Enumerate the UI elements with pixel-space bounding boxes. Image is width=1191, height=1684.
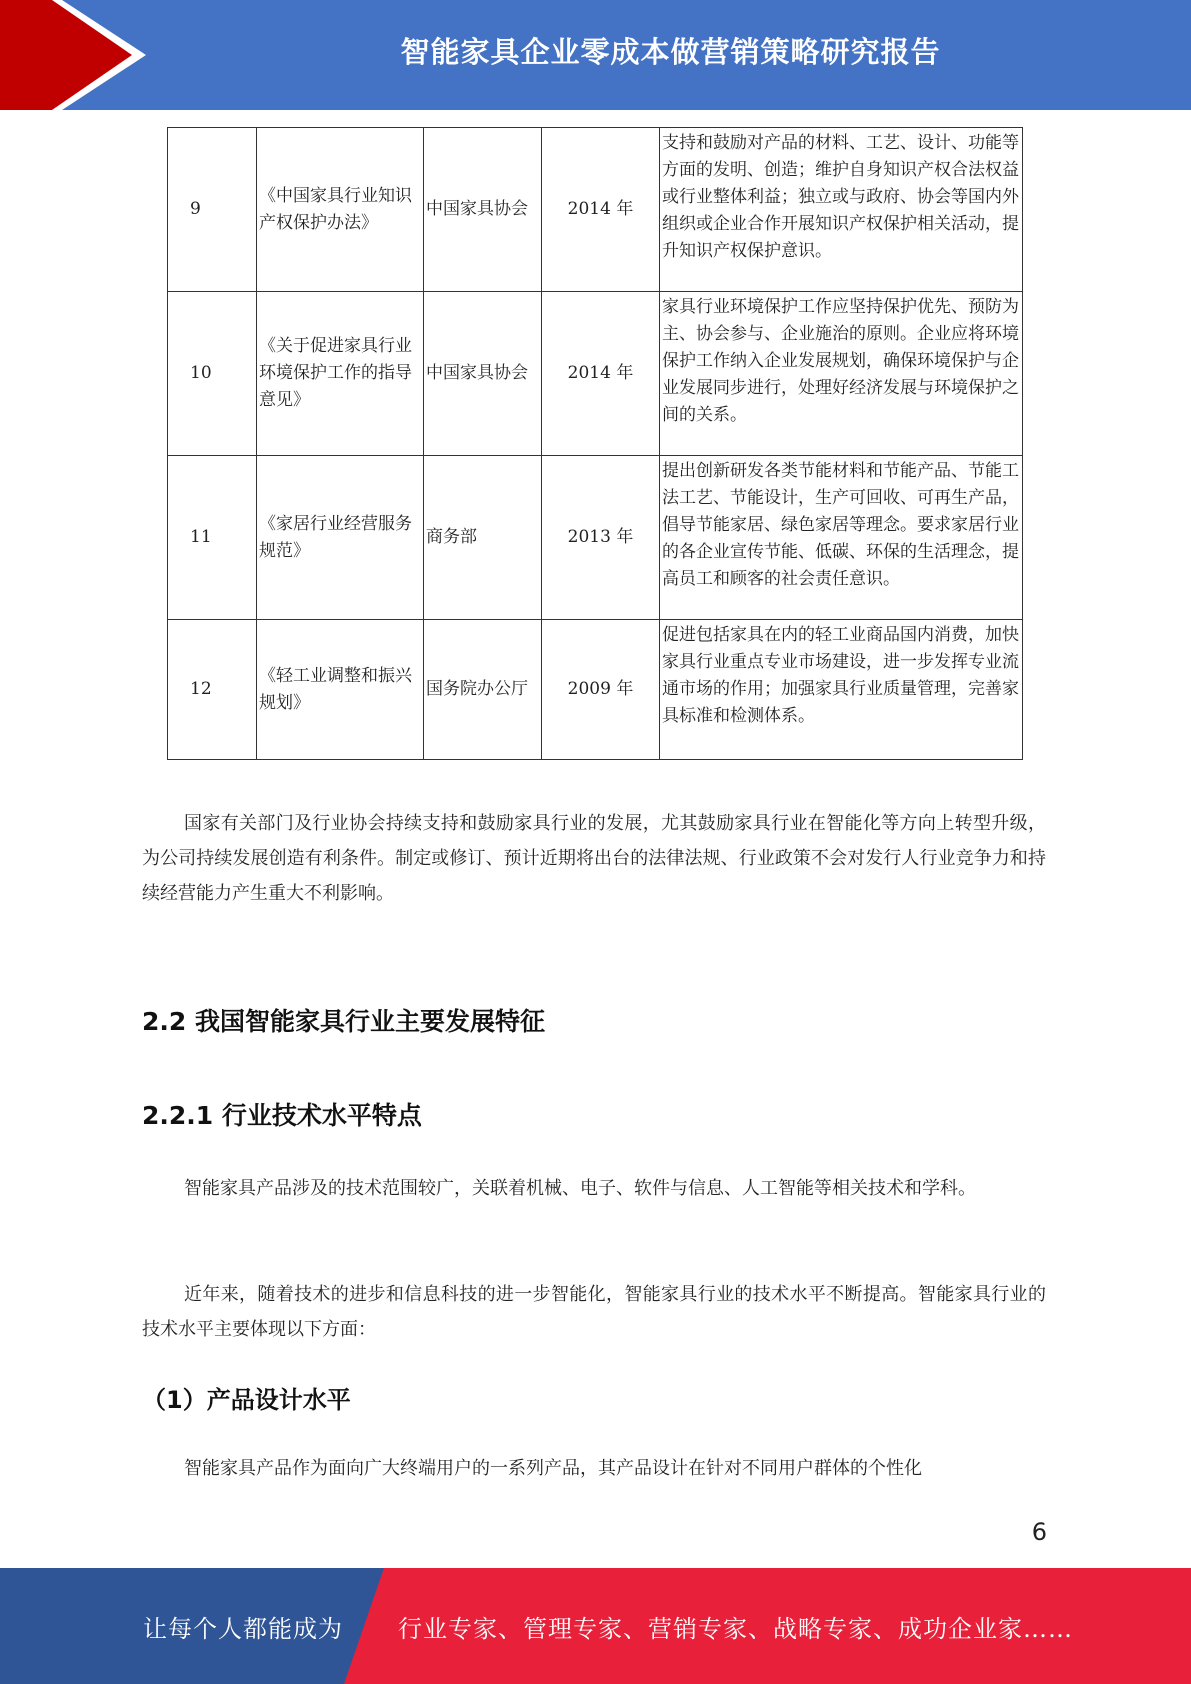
policy-year: 2009 年 bbox=[542, 620, 660, 760]
table-row bbox=[168, 620, 1023, 760]
section-heading: 2.2 我国智能家具行业主要发展特征 bbox=[142, 1007, 545, 1036]
body-paragraph: 国家有关部门及行业协会持续支持和鼓励家具行业的发展，尤其鼓励家具行业在智能化等方向上转型升级，为公司持续发展创造有利条件。制定或修订、预计近期将出台的法律法规、行业政策不会对发行人行业竞争力和持续经营能力产生重大不利影响。 bbox=[142, 813, 1046, 904]
policy-content: 支持和鼓励对产品的材料、工艺、设计、功能等方面的发明、创造；维护自身知识产权合法权益或行业整体利益；独立或与政府、协会等国内外组织或企业合作开展知识产权保护相关活动，提升知识产权保护意识。 bbox=[660, 128, 1023, 292]
policy-name: 《中国家具行业知识产权保护办法》 bbox=[257, 128, 424, 292]
policy-issuer: 中国家具协会 bbox=[424, 292, 542, 456]
footer-slogan-left: 让每个人都能成为 bbox=[143, 1614, 343, 1643]
policy-issuer: 国务院办公厅 bbox=[424, 620, 542, 760]
header-arrow-decoration bbox=[0, 0, 160, 110]
policy-name: 《家居行业经营服务规范》 bbox=[257, 456, 424, 620]
subheading-product-design: （1）产品设计水平 bbox=[142, 1386, 351, 1414]
table-row bbox=[168, 128, 1023, 292]
page-footer bbox=[0, 1568, 1191, 1684]
table-row bbox=[168, 456, 1023, 620]
row-number: 12 bbox=[168, 620, 257, 760]
table-row bbox=[168, 292, 1023, 456]
policy-content: 提出创新研发各类节能材料和节能产品、节能工法工艺、节能设计，生产可回收、可再生产品，倡导节能家居、绿色家居等理念。要求家居行业的各企业宣传节能、低碳、环保的生活理念，提高员工和顾客的社会责任意识。 bbox=[660, 456, 1023, 620]
policy-name: 《关于促进家具行业环境保护工作的指导意见》 bbox=[257, 292, 424, 456]
subsection-heading: 2.2.1 行业技术水平特点 bbox=[142, 1101, 422, 1130]
policy-year: 2014 年 bbox=[542, 292, 660, 456]
body-paragraph: 近年来，随着技术的进步和信息科技的进一步智能化，智能家具行业的技术水平不断提高。智能家具行业的技术水平主要体现以下方面： bbox=[142, 1284, 1046, 1340]
body-paragraph: 智能家具产品作为面向广大终端用户的一系列产品，其产品设计在针对不同用户群体的个性化 bbox=[184, 1458, 922, 1479]
body-paragraph: 智能家具产品涉及的技术范围较广，关联着机械、电子、软件与信息、人工智能等相关技术和学科。 bbox=[184, 1178, 976, 1199]
policy-issuer: 中国家具协会 bbox=[424, 128, 542, 292]
policy-issuer: 商务部 bbox=[424, 456, 542, 620]
page-header bbox=[0, 0, 1191, 110]
document-title: 智能家具企业零成本做营销策略研究报告 bbox=[400, 34, 941, 69]
policy-content: 家具行业环境保护工作应坚持保护优先、预防为主、协会参与、企业施治的原则。企业应将环境保护工作纳入企业发展规划，确保环境保护与企业发展同步进行，处理好经济发展与环境保护之间的关系。 bbox=[660, 292, 1023, 456]
policy-table bbox=[167, 127, 1023, 760]
policy-content: 促进包括家具在内的轻工业商品国内消费，加快家具行业重点专业市场建设，进一步发挥专业流通市场的作用；加强家具行业质量管理，完善家具标准和检测体系。 bbox=[660, 620, 1023, 760]
policy-name: 《轻工业调整和振兴规划》 bbox=[257, 620, 424, 760]
policy-year: 2014 年 bbox=[542, 128, 660, 292]
policy-year: 2013 年 bbox=[542, 456, 660, 620]
footer-slogan-right: 行业专家、管理专家、营销专家、战略专家、成功企业家…… bbox=[398, 1614, 1073, 1643]
row-number: 9 bbox=[168, 128, 257, 292]
page-number: 6 bbox=[1031, 1518, 1047, 1546]
row-number: 11 bbox=[168, 456, 257, 620]
row-number: 10 bbox=[168, 292, 257, 456]
